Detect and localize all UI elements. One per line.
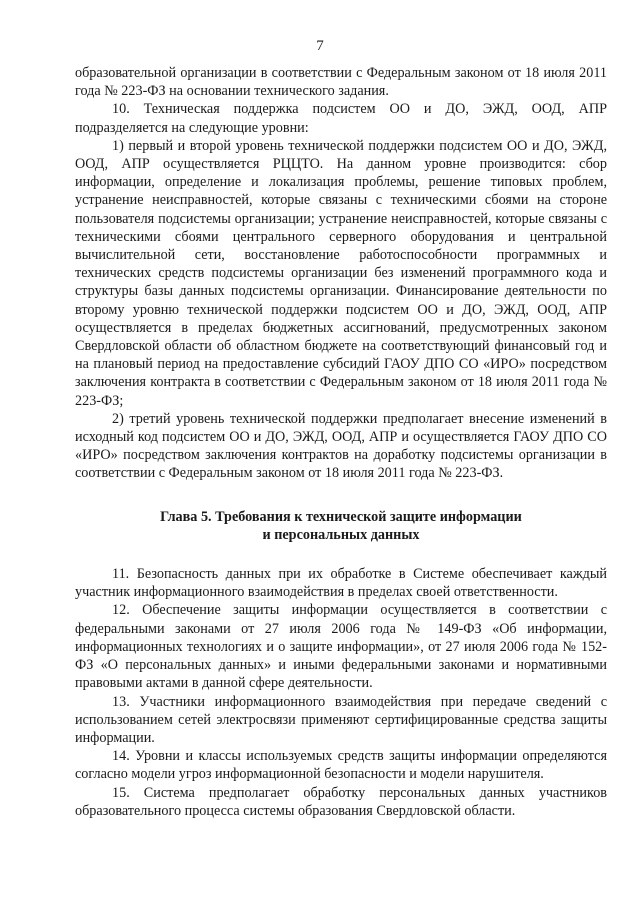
page-number: 7 <box>316 38 324 54</box>
paragraph-item-12: 12. Обеспечение защиты информации осуществляется в соответствии с федеральными законами от 27 июля 2006 года № 149-ФЗ «Об информации, информационных технологиях и о защите информации», от 27 июля 2006 года № 152-ФЗ «О персональных данных» и иными федеральными законами и нормативными правовыми актами в данной сфере деятельности. <box>75 602 607 692</box>
paragraph-item-15: 15. Система предполагает обработку персональных данных участников образовательного процесса системы образования Свердловской области. <box>75 784 607 819</box>
paragraph-item-14: 14. Уровни и классы используемых средств защиты информации определяются согласно модели угроз информационной безопасности и модели нарушителя. <box>75 748 607 783</box>
chapter-title-line-2: и персональных данных <box>262 526 420 543</box>
paragraph-level-2: 2) третий уровень технической поддержки предполагает внесение изменений в исходный код подсистем ОО и ДО, ЭЖД, ООД, АПР и осуществляется ГАОУ ДПО СО «ИРО» посредством заключения контрактов на доработку подсистемы организации в соответствии с Федеральным законом от 18 июля 2011 года № 223-ФЗ. <box>75 410 607 482</box>
paragraph-intro: образовательной организации в соответствии с Федеральным законом от 18 июля 2011 года № 223-ФЗ на основании технического задания. <box>75 65 607 100</box>
paragraph-item-11: 11. Безопасность данных при их обработке в Системе обеспечивает каждый участник информационного взаимодействия в пределах своей ответственности. <box>75 566 607 601</box>
chapter-title <box>75 508 607 544</box>
paragraph-item-10: 10. Техническая поддержка подсистем ОО и ДО, ЭЖД, ООД, АПР подразделяется на следующие уровни: <box>75 101 607 136</box>
paragraph-level-1: 1) первый и второй уровень технической поддержки подсистем ОО и ДО, ЭЖД, ООД, АПР осуществляется РЦЦТО. На данном уровне производится: сбор информации, определение и локализация проблемы, решение типовых проблем, устранение неисправностей, которые связаны с техническими сбоями на стороне пользователя подсистемы организации; устранение неисправностей, которые связаны с техническими сбоями центрального серверного оборудования и центральной вычислительной сети, восстановление работоспособности программных и технических средств подсистемы организации без изменений программного кода и структуры базы данных подсистемы организации. Финансирование деятельности по второму уровню технической поддержки подсистем ОО и ДО, ЭЖД, ООД, АПР осуществляется в пределах бюджетных ассигнований, предусмотренных законом Свердловской области об областном бюджете на соответствующий финансовый год и на плановый период на предоставление субсидий ГАОУ ДПО СО «ИРО» посредством заключения контракта в соответствии с Федеральным законом от 18 июля 2011 года № 223-ФЗ; <box>75 137 607 409</box>
paragraph-item-13: 13. Участники информационного взаимодействия при передаче сведений с использованием сетей электросвязи применяют сертифицированные средства защиты информации. <box>75 693 607 746</box>
document-body <box>75 64 607 820</box>
chapter-title-line-1: Глава 5. Требования к технической защите информации <box>160 508 522 525</box>
